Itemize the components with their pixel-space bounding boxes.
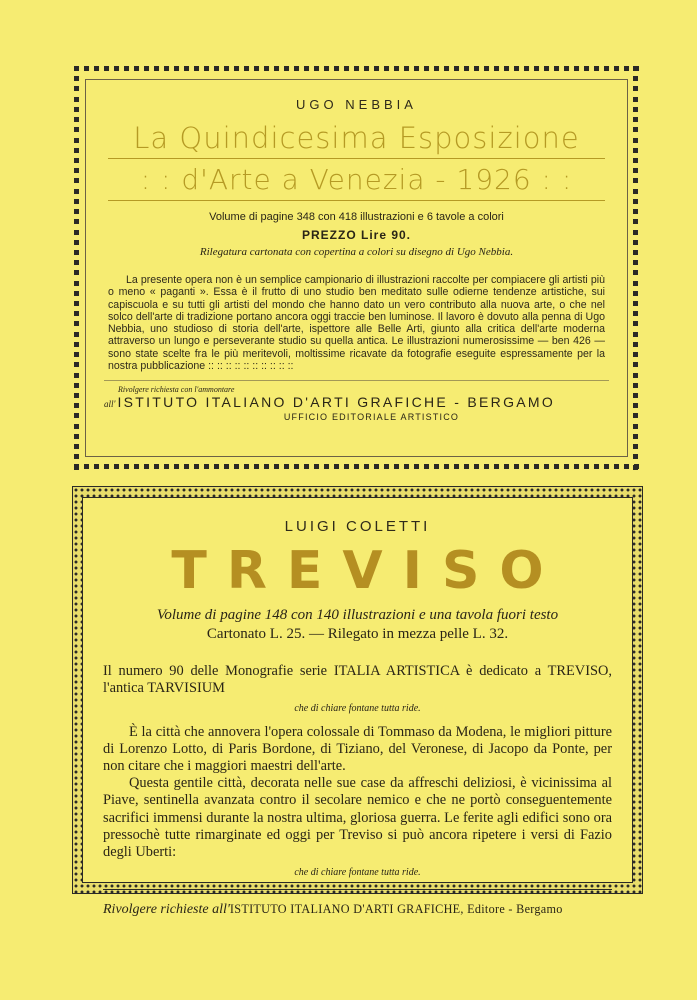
border-square	[594, 464, 599, 469]
border-square	[74, 189, 79, 194]
border-square	[304, 464, 309, 469]
border-square	[74, 178, 79, 183]
border-square	[74, 260, 79, 265]
border-square	[484, 66, 489, 71]
border-square	[84, 464, 89, 469]
border-square	[444, 66, 449, 71]
border-square	[354, 66, 359, 71]
border-square	[184, 464, 189, 469]
request-line	[103, 901, 612, 918]
border-square	[94, 66, 99, 71]
price: PREZZO Lire 90.	[301, 228, 412, 242]
border-square	[633, 148, 638, 153]
border-square	[74, 424, 79, 429]
border-square	[164, 464, 169, 469]
border-square	[74, 454, 79, 459]
border-square	[633, 66, 638, 71]
border-square	[584, 464, 589, 469]
border-square	[74, 199, 79, 204]
border-square	[124, 66, 129, 71]
border-square	[384, 464, 389, 469]
border-square	[633, 321, 638, 326]
border-square	[374, 464, 379, 469]
border-square	[74, 230, 79, 235]
border-square	[74, 66, 79, 71]
border-square	[633, 189, 638, 194]
border-square	[324, 464, 329, 469]
border-square	[544, 66, 549, 71]
border-square	[234, 464, 239, 469]
border-square	[304, 66, 309, 71]
paragraph-2: È la città che annovera l'opera colossale di Tommaso da Modena, le migliori pitture di Lorenzo Lotto, di Paris Bordone, di Tiziano, del Veronese, di Jacopo da Ponte, per non citare che i maggiori maestri dell'arte.	[103, 723, 612, 775]
border-square	[114, 464, 119, 469]
border-square	[274, 66, 279, 71]
border-square	[374, 66, 379, 71]
border-square	[204, 66, 209, 71]
border-square	[633, 117, 638, 122]
border-square	[633, 209, 638, 214]
publisher-name: ISTITUTO ITALIANO D'ARTI GRAFICHE - BERGAMO	[117, 394, 556, 411]
book-title: TREVISO	[171, 541, 564, 601]
border-square	[633, 301, 638, 306]
border-square	[633, 332, 638, 337]
border-square	[74, 362, 79, 367]
border-square	[74, 86, 79, 91]
border-square	[633, 138, 638, 143]
border-square	[344, 66, 349, 71]
border-square	[74, 403, 79, 408]
border-square	[514, 66, 519, 71]
border-square	[74, 311, 79, 316]
border-square	[74, 434, 79, 439]
border-square	[474, 66, 479, 71]
border-square	[384, 66, 389, 71]
border-square	[274, 464, 279, 469]
description	[103, 663, 612, 881]
border-square	[554, 464, 559, 469]
border-square	[614, 464, 619, 469]
border-square	[633, 342, 638, 347]
border-square	[164, 66, 169, 71]
border-square	[633, 270, 638, 275]
border-square	[633, 403, 638, 408]
border-square	[154, 464, 159, 469]
square-border-right	[633, 66, 639, 470]
border-square	[414, 464, 419, 469]
border-square	[633, 86, 638, 91]
border-square	[314, 66, 319, 71]
binding-info: Rilegatura cartonata con copertina a colori su disegno di Ugo Nebbia.	[199, 246, 514, 258]
border-square	[434, 66, 439, 71]
border-square	[74, 342, 79, 347]
border-square	[254, 66, 259, 71]
border-square	[214, 464, 219, 469]
border-square	[74, 393, 79, 398]
border-square	[633, 168, 638, 173]
border-square	[564, 464, 569, 469]
border-square	[74, 352, 79, 357]
border-square	[284, 464, 289, 469]
nebbia-advertisement	[74, 66, 639, 470]
border-square	[633, 311, 638, 316]
border-square	[174, 66, 179, 71]
border-square	[74, 158, 79, 163]
border-square	[544, 464, 549, 469]
border-square	[284, 66, 289, 71]
border-square	[364, 464, 369, 469]
border-square	[144, 464, 149, 469]
description-text: La presente opera non è un semplice campionario di illustrazioni raccolte per compiacere gli artisti più o meno « paganti ». Essa è il frutto di uno studio ben meditato sulle odierne tendenze artistiche, sui capiscuola e su tutti gli artisti del mondo che hanno dato un vero contributo alla nuova arte, o che nel solco dell'arte di tradizione portano ancora oggi traccie ben luminose. Il lavoro è dovuto alla penna di Ugo Nebbia, uno studioso di storia dell'arte, ispettore alle Belle Arti, giunto alla critica dell'arte moderna attraverso un lungo e perseverante studio su quella antica. Le illustrazioni numerosissime — ben 426 — sono state scelte fra le più meritevoli, moltissime ricavate da fotografie eseguite espressamente per la nostra pubblicazione :: :: :: :: :: :: :: :: :: ::	[108, 274, 605, 373]
border-square	[633, 383, 638, 388]
square-border-bottom	[74, 464, 639, 470]
border-square	[424, 66, 429, 71]
border-square	[134, 464, 139, 469]
border-square	[434, 464, 439, 469]
border-square	[264, 464, 269, 469]
border-square	[74, 301, 79, 306]
border-square	[74, 291, 79, 296]
border-square	[584, 66, 589, 71]
border-square	[633, 454, 638, 459]
border-square	[633, 413, 638, 418]
border-square	[244, 66, 249, 71]
border-square	[633, 178, 638, 183]
publisher-prefix: all'	[104, 399, 116, 410]
border-square	[324, 66, 329, 71]
border-square	[194, 464, 199, 469]
volume-info: Volume di pagine 148 con 140 illustrazioni e una tavola fuori testo	[156, 607, 559, 623]
border-square	[74, 107, 79, 112]
border-square	[454, 464, 459, 469]
border-square	[74, 138, 79, 143]
office-name: UFFICIO EDITORIALE ARTISTICO	[283, 412, 460, 423]
border-square	[633, 260, 638, 265]
border-square	[614, 66, 619, 71]
border-square	[624, 66, 629, 71]
border-square	[74, 270, 79, 275]
border-square	[74, 209, 79, 214]
border-square	[494, 464, 499, 469]
border-square	[94, 464, 99, 469]
border-square	[254, 464, 259, 469]
border-square	[74, 97, 79, 102]
border-square	[633, 352, 638, 357]
border-square	[204, 464, 209, 469]
border-square	[504, 66, 509, 71]
border-square	[294, 66, 299, 71]
border-square	[104, 464, 109, 469]
border-square	[174, 464, 179, 469]
border-square	[404, 464, 409, 469]
publisher-line	[104, 394, 617, 410]
border-square	[464, 66, 469, 71]
border-square	[474, 464, 479, 469]
border-square	[334, 464, 339, 469]
border-square	[604, 464, 609, 469]
border-square	[633, 281, 638, 286]
border-square	[633, 424, 638, 429]
divider	[103, 889, 612, 890]
border-square	[414, 66, 419, 71]
quote-1: che di chiare fontane tutta ride.	[294, 703, 421, 715]
quote-2: che di chiare fontane tutta ride.	[294, 867, 421, 879]
border-square	[114, 66, 119, 71]
border-square	[633, 76, 638, 81]
border-square	[84, 66, 89, 71]
border-square	[74, 373, 79, 378]
border-square	[134, 66, 139, 71]
border-square	[74, 465, 79, 470]
border-square	[564, 66, 569, 71]
border-square	[334, 66, 339, 71]
border-square	[194, 66, 199, 71]
border-square	[74, 127, 79, 132]
treviso-advertisement	[72, 486, 643, 918]
border-square	[364, 66, 369, 71]
border-square	[444, 464, 449, 469]
border-square	[74, 281, 79, 286]
border-square	[534, 66, 539, 71]
border-square	[524, 464, 529, 469]
title-rule	[108, 200, 605, 201]
border-square	[74, 148, 79, 153]
border-square	[314, 464, 319, 469]
border-square	[124, 464, 129, 469]
border-square	[633, 97, 638, 102]
border-square	[454, 66, 459, 71]
border-square	[504, 464, 509, 469]
border-square	[154, 66, 159, 71]
request-italic: Rivolgere richieste all'	[103, 902, 230, 918]
border-square	[74, 117, 79, 122]
border-square	[554, 66, 559, 71]
border-square	[633, 127, 638, 132]
inner-panel	[82, 497, 633, 918]
border-square	[633, 219, 638, 224]
border-square	[74, 168, 79, 173]
border-square	[494, 66, 499, 71]
border-square	[74, 321, 79, 326]
border-square	[74, 383, 79, 388]
border-square	[184, 66, 189, 71]
border-square	[514, 464, 519, 469]
border-square	[624, 464, 629, 469]
border-square	[484, 464, 489, 469]
publisher-name: ISTITUTO ITALIANO D'ARTI GRAFICHE, Editore - Bergamo	[229, 902, 563, 917]
price: Cartonato L. 25. — Rilegato in mezza pelle L. 32.	[206, 626, 509, 642]
border-square	[633, 362, 638, 367]
border-square	[633, 444, 638, 449]
ad2-content	[103, 498, 612, 918]
border-square	[224, 66, 229, 71]
border-square	[633, 434, 638, 439]
border-square	[633, 158, 638, 163]
border-square	[214, 66, 219, 71]
border-square	[633, 250, 638, 255]
border-square	[244, 464, 249, 469]
border-square	[594, 66, 599, 71]
border-square	[104, 66, 109, 71]
border-square	[234, 66, 239, 71]
border-square	[344, 464, 349, 469]
border-square	[394, 464, 399, 469]
border-square	[74, 76, 79, 81]
border-square	[604, 66, 609, 71]
border-square	[74, 332, 79, 337]
border-square	[74, 219, 79, 224]
border-square	[633, 291, 638, 296]
border-square	[574, 464, 579, 469]
border-square	[424, 464, 429, 469]
ad1-content	[96, 80, 617, 456]
request-note: Rivolgere richiesta con l'ammontare	[118, 385, 235, 395]
border-square	[633, 465, 638, 470]
border-square	[294, 464, 299, 469]
border-square	[464, 464, 469, 469]
author-name: UGO NEBBIA	[296, 97, 417, 112]
square-border-left	[74, 66, 80, 470]
border-square	[534, 464, 539, 469]
square-border-top	[74, 66, 639, 72]
border-square	[574, 66, 579, 71]
divider	[104, 380, 609, 381]
description	[108, 274, 605, 372]
volume-info: Volume di pagine 348 con 418 illustrazioni e 6 tavole a colori	[209, 211, 504, 223]
border-square	[633, 240, 638, 245]
border-square	[633, 393, 638, 398]
author-name: LUIGI COLETTI	[284, 518, 431, 535]
border-square	[524, 66, 529, 71]
paragraph-1: Il numero 90 delle Monografie serie ITALIA ARTISTICA è dedicato a TREVISO, l'antica TARVISIUM	[103, 663, 612, 697]
border-square	[264, 66, 269, 71]
paragraph-3: Questa gentile città, decorata nelle sue case da affreschi deliziosi, è vicinissima al Piave, sentinella avanzata contro il secolare nemico e che ne portò conseguentemente sacrifici immensi durante la nostra ultima, gloriosa guerra. Le ferite agli edifici sono ora pressochè tutte rimarginate ed oggi per Treviso si può ancora ripetere i versi di Fazio degli Uberti:	[103, 775, 612, 861]
border-square	[74, 413, 79, 418]
border-square	[74, 444, 79, 449]
border-square	[633, 107, 638, 112]
border-square	[633, 373, 638, 378]
border-square	[633, 230, 638, 235]
border-square	[224, 464, 229, 469]
border-square	[74, 250, 79, 255]
title-rule	[108, 158, 605, 159]
border-square	[144, 66, 149, 71]
border-square	[394, 66, 399, 71]
title-line-1: La Quindicesima Esposizione	[133, 121, 580, 155]
title-line-2: : : d'Arte a Venezia - 1926 : :	[140, 163, 573, 196]
border-square	[74, 240, 79, 245]
border-square	[633, 199, 638, 204]
border-square	[404, 66, 409, 71]
border-square	[354, 464, 359, 469]
